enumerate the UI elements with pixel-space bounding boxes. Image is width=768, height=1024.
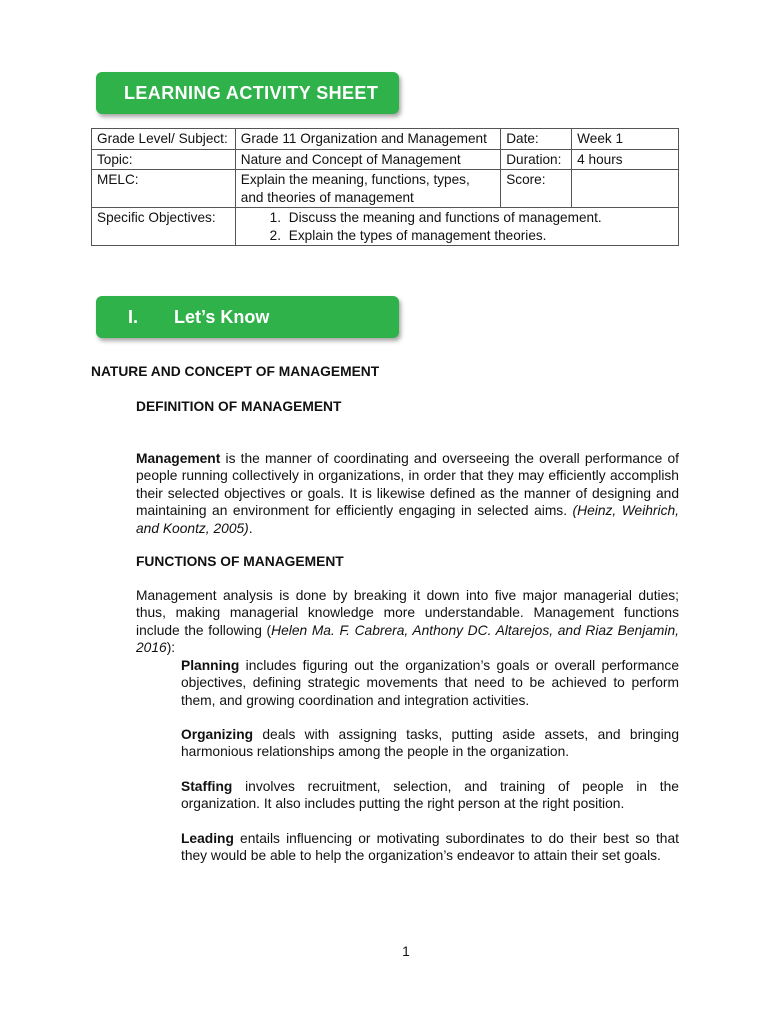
objectives-label: Specific Objectives: xyxy=(92,208,236,246)
topic-label: Topic: xyxy=(92,149,236,170)
table-row xyxy=(92,129,679,150)
table-row xyxy=(92,208,679,246)
function-planning xyxy=(181,657,679,709)
function-term: Planning xyxy=(181,658,240,673)
function-organizing xyxy=(181,726,679,761)
function-term: Staffing xyxy=(181,779,233,794)
score-label: Score: xyxy=(501,170,572,208)
melc-label: MELC: xyxy=(92,170,236,208)
date-value: Week 1 xyxy=(572,129,679,150)
section-number: I. xyxy=(128,306,139,327)
function-staffing xyxy=(181,778,679,813)
duration-label: Duration: xyxy=(501,149,572,170)
functions-intro-citation: Helen Ma. F. Cabrera, Anthony DC. Altarejos, and Riaz Benjamin, 2016 xyxy=(136,622,679,656)
function-text: deals with assigning tasks, putting aside assets, and bringing harmonious relationships among the people in the organization. xyxy=(181,727,679,760)
definition-text: is the manner of coordinating and overseeing the overall performance of people running collectively in organizations, in order that they may efficiently accomplish their selected objectives or goals. It is likewise defined as the manner of designing and maintaining an environment for efficiently engaging in selected aims. xyxy=(136,451,679,519)
functions-heading: FUNCTIONS OF MANAGEMENT xyxy=(136,554,344,569)
definition-heading: DEFINITION OF MANAGEMENT xyxy=(136,399,342,414)
functions-intro-paragraph xyxy=(136,587,679,657)
list-item: 2. Explain the types of management theories. xyxy=(285,227,673,245)
function-term: Organizing xyxy=(181,727,254,742)
function-text: entails influencing or motivating subordinates to do their best so that they would be able to help the organization’s endeavor to attain their set goals. xyxy=(181,831,679,864)
melc-value: Explain the meaning, functions, types, and theories of management xyxy=(235,170,500,208)
list-item: 1. Discuss the meaning and functions of management. xyxy=(285,209,673,227)
info-table xyxy=(91,128,679,246)
function-text: involves recruitment, selection, and training of people in the organization. It also includes putting the right person at the right position. xyxy=(181,779,679,812)
lets-know-banner xyxy=(96,296,399,338)
function-text: includes figuring out the organization’s goals or overall performance objectives, defining strategic movements that need to be achieved to perform them, and growing coordination and integration activities. xyxy=(181,658,679,708)
definition-citation: (Heinz, Weihrich, and Koontz, 2005) xyxy=(136,503,679,536)
learning-activity-sheet-banner xyxy=(96,72,399,114)
definition-term: Management xyxy=(136,451,221,466)
grade-level-label: Grade Level/ Subject: xyxy=(92,129,236,150)
topic-value: Nature and Concept of Management xyxy=(235,149,500,170)
definition-end: . xyxy=(248,520,253,536)
function-term: Leading xyxy=(181,831,234,846)
banner-title: LEARNING ACTIVITY SHEET xyxy=(124,82,379,103)
duration-value: 4 hours xyxy=(572,149,679,170)
objectives-cell xyxy=(235,208,678,246)
definition-paragraph xyxy=(136,450,679,537)
function-leading xyxy=(181,830,679,865)
table-row xyxy=(92,170,679,208)
grade-level-value: Grade 11 Organization and Management xyxy=(235,129,500,150)
score-value xyxy=(572,170,679,208)
functions-intro-text: Management analysis is done by breaking it down into five major managerial duties; thus, making managerial knowledge more understandable. Management functions include the following ( xyxy=(136,588,679,638)
page-number: 1 xyxy=(402,944,410,959)
main-heading: NATURE AND CONCEPT OF MANAGEMENT xyxy=(91,364,380,379)
table-row xyxy=(92,149,679,170)
objectives-list xyxy=(241,209,673,244)
section-title: Let’s Know xyxy=(174,306,270,327)
functions-intro-end: ): xyxy=(166,640,176,656)
date-label: Date: xyxy=(501,129,572,150)
